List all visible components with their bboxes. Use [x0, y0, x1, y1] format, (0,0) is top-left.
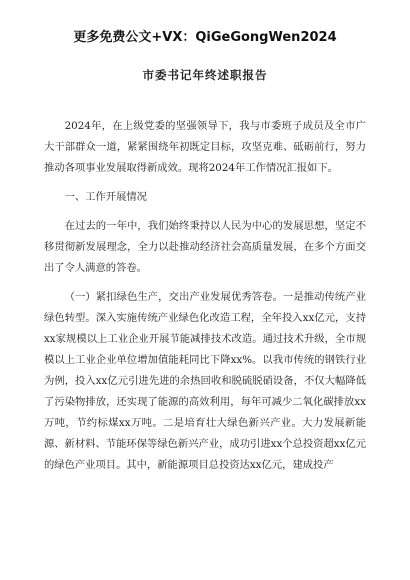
body-paragraph-2: （一）紧扣绿色生产，交出产业发展优秀答卷。一是推动传统产业绿色转型。深入实施传统产业绿色化改造工程，全年投入xx亿元，支持xx家规模以上工业企业开展节能减排技术改造。通过技术升级，全市规模以上工业企业单位增加值能耗同比下降xx%。以我市传统的钢铁行业为例，投入xx亿元引进先进的余热回收和脱硫脱硝设备，不仅大幅降低了污染物排放，还实现了能源的高效利用，每年可减少二氧化碳排放xx万吨，节约标煤xx万吨。二是培育壮大绿色新兴产业。大力发展新能源、新材料、节能环保等绿色新兴产业，成功引进xx个总投资超xx亿元的绿色产业项目。其中，新能源项目总投资达xx亿元，建成投产: [44, 291, 366, 471]
intro-paragraph: 2024年，在上级党委的坚强领导下，我与市委班子成员及全市广大干部群众一道，紧紧围绕年初既定目标，攻坚克难、砥砺前行，努力推动各项事业发展取得新成效。现将2024年工作情况汇报如下。: [44, 120, 366, 174]
watermark-text: 更多免费公文+VX：QiGeGongWen2024: [73, 30, 337, 45]
document-body: [44, 116, 366, 476]
section-heading: 一、工作开展情况: [64, 191, 147, 203]
document-title: 市委书记年终述职报告: [142, 68, 268, 82]
body-paragraph-1: 在过去的一年中，我们始终秉持以人民为中心的发展思想，坚定不移贯彻新发展理念，全力以赴推动经济社会高质量发展，在多个方面交出了令人满意的答卷。: [44, 220, 366, 274]
